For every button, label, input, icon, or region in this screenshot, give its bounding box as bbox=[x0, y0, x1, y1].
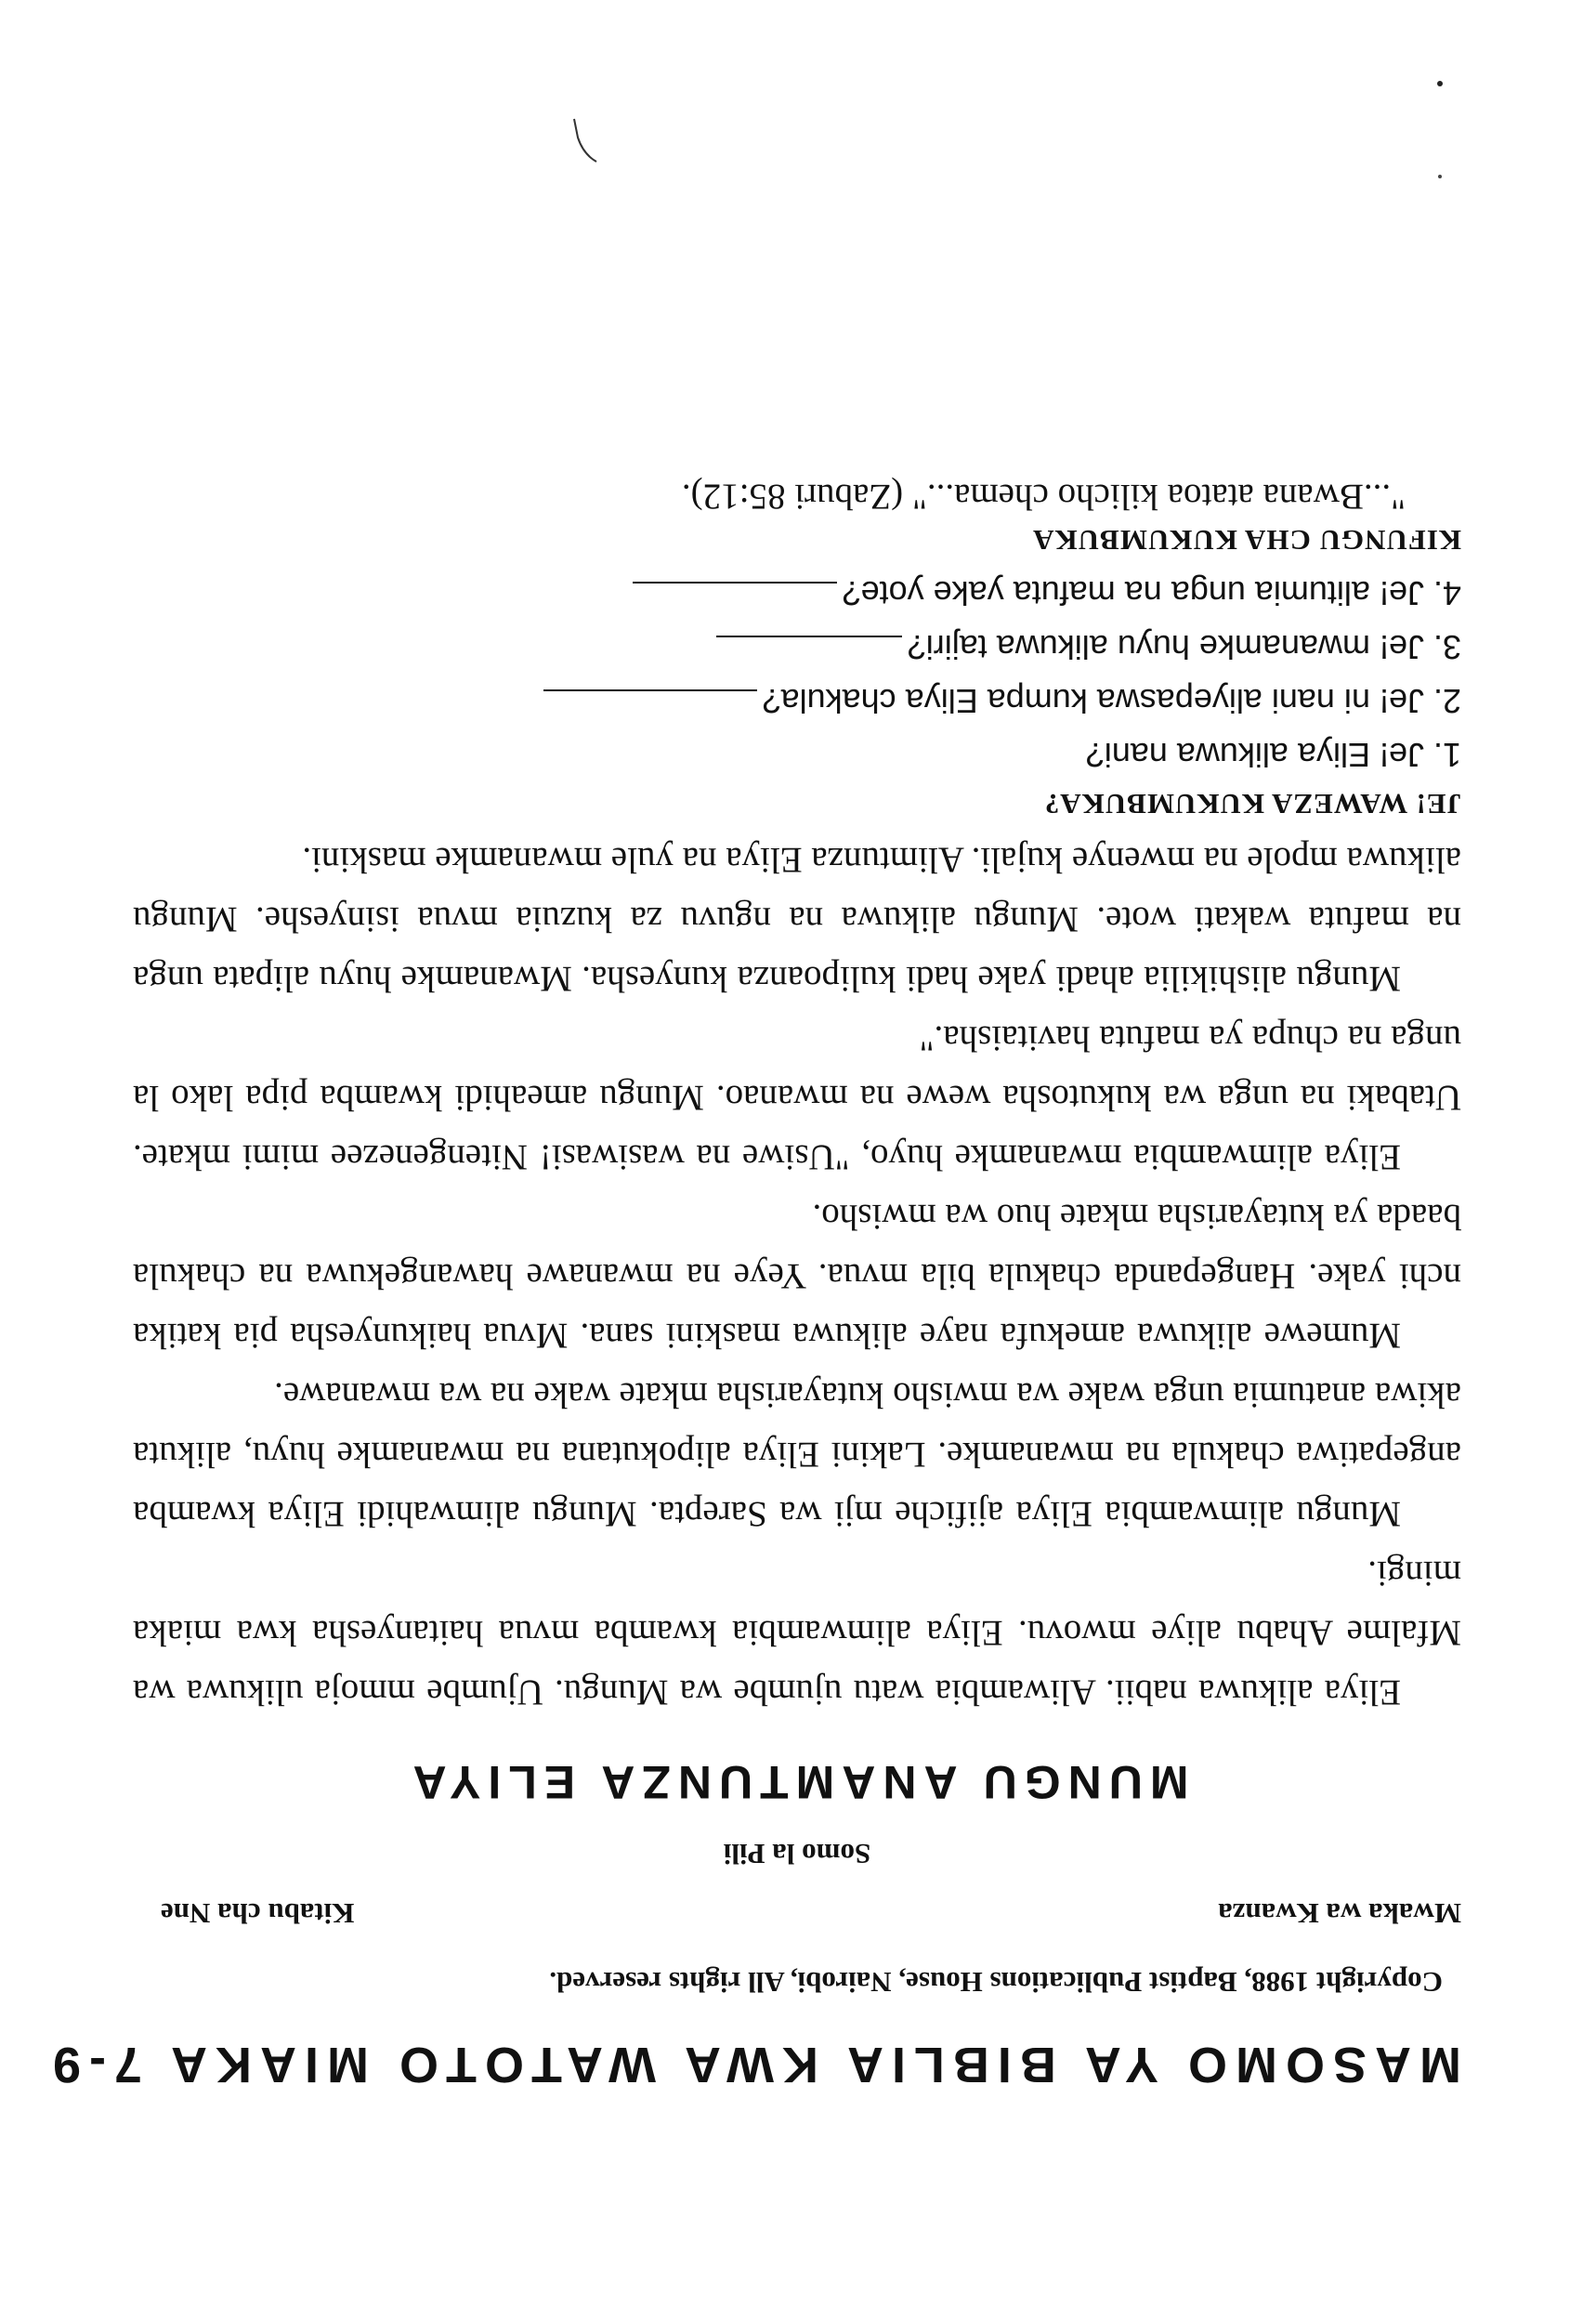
book-label: Kitabu cha Nne bbox=[161, 1897, 355, 1930]
story-paragraph: Mumewe alikuwa amekufa naye alikuwa maskini sana. Mvua haikunyesha pia katika nchi yake. Hangepanda chakula bila mvua. Yeye na mwanawe hawangekuwa na chakula baada ya kutayarisha mkate huo wa mwisho. bbox=[133, 1197, 1461, 1356]
book-meta-row bbox=[133, 1896, 1461, 1930]
answer-line bbox=[716, 636, 902, 665]
question-item bbox=[133, 620, 1461, 674]
story-paragraph: Mungu alimwambia Eliya ajifiche mji wa Sarepta. Mungu alimwahidi Eliya kwamba angepatiwa chakula na mwanamke. Lakini Eliya alipokutana na mwanamke huyu, alikuta akiwa anatumia unga wake wa mwisho kutayarisha mkate wake na wa mwanawe. bbox=[133, 1375, 1461, 1534]
scan-speck bbox=[1429, 165, 1447, 184]
question-text: 1. Je! Eliya alikuwa nani? bbox=[1085, 736, 1461, 774]
story-paragraph: Eliya alimwambia mwanamke huyo, "Usiwe na wasiwasi! Nitengenezee mimi mkate. Utabaki na unga wa kukutosha wewe na mwanao. Mungu ameahidi kwamba pipa lako la unga na chupa ya mafuta havitaisha." bbox=[133, 1018, 1461, 1177]
scan-mark bbox=[565, 110, 602, 165]
question-item bbox=[133, 728, 1461, 781]
memory-verse-heading: KIFUNGU CHA KUKUMBUKA bbox=[1032, 524, 1461, 557]
series-title: MASOMO YA BIBLIA KWA WATOTO MIAKA 7-9 bbox=[44, 2037, 1461, 2092]
questions-heading: JE! WAWEZA KUKUMBUKA? bbox=[1043, 788, 1461, 820]
story-paragraph: Mungu alishikilia ahadi yake hadi kulipoanza kunyesha. Mwanamke huyu alipata unga na mafuta wakati wote. Mungu alikuwa na nguvu za kuzuia mvua isinyeshe. Mungu alikuwa mpole na mwenye kujali. Alimtunza Eliya na yule mwanamke maskini. bbox=[133, 840, 1461, 999]
question-item bbox=[133, 674, 1461, 728]
story-paragraph: Eliya alikuwa nabii. Aliwambia watu ujumbe wa Mungu. Ujumbe mmoja ulikuwa wa Mfalme Ahabu aliye mwovu. Eliya alimwambia kwamba mvua haitanyesha kwa miaka mingi. bbox=[133, 1554, 1461, 1712]
scan-speck bbox=[1429, 72, 1447, 91]
question-item bbox=[133, 566, 1461, 620]
copyright-notice: Copyright 1988, Baptist Publications House, Nairobi, All rights reserved. bbox=[549, 1966, 1443, 1999]
story-title: MUNGU ANAMTUNZA ELIYA bbox=[405, 1756, 1189, 1808]
question-text: 4. Je! alitumia unga na mafuta yake yote? bbox=[842, 574, 1461, 612]
answer-line bbox=[633, 582, 837, 611]
answer-line bbox=[543, 689, 757, 719]
question-text: 3. Je! mwanamke huyu alikuwa tajiri? bbox=[907, 628, 1461, 666]
lesson-label: Somo la Pili bbox=[723, 1838, 871, 1870]
question-text: 2. Je! ni nani aliyepaswa kumpa Eliya chakula? bbox=[762, 682, 1461, 720]
year-label: Mwaka wa Kwanza bbox=[1218, 1897, 1461, 1930]
memory-verse-text: "...Bwana atatoa kilicho chema..." (Zaburi 85:12). bbox=[681, 477, 1406, 517]
worksheet-content bbox=[44, 476, 1461, 2093]
